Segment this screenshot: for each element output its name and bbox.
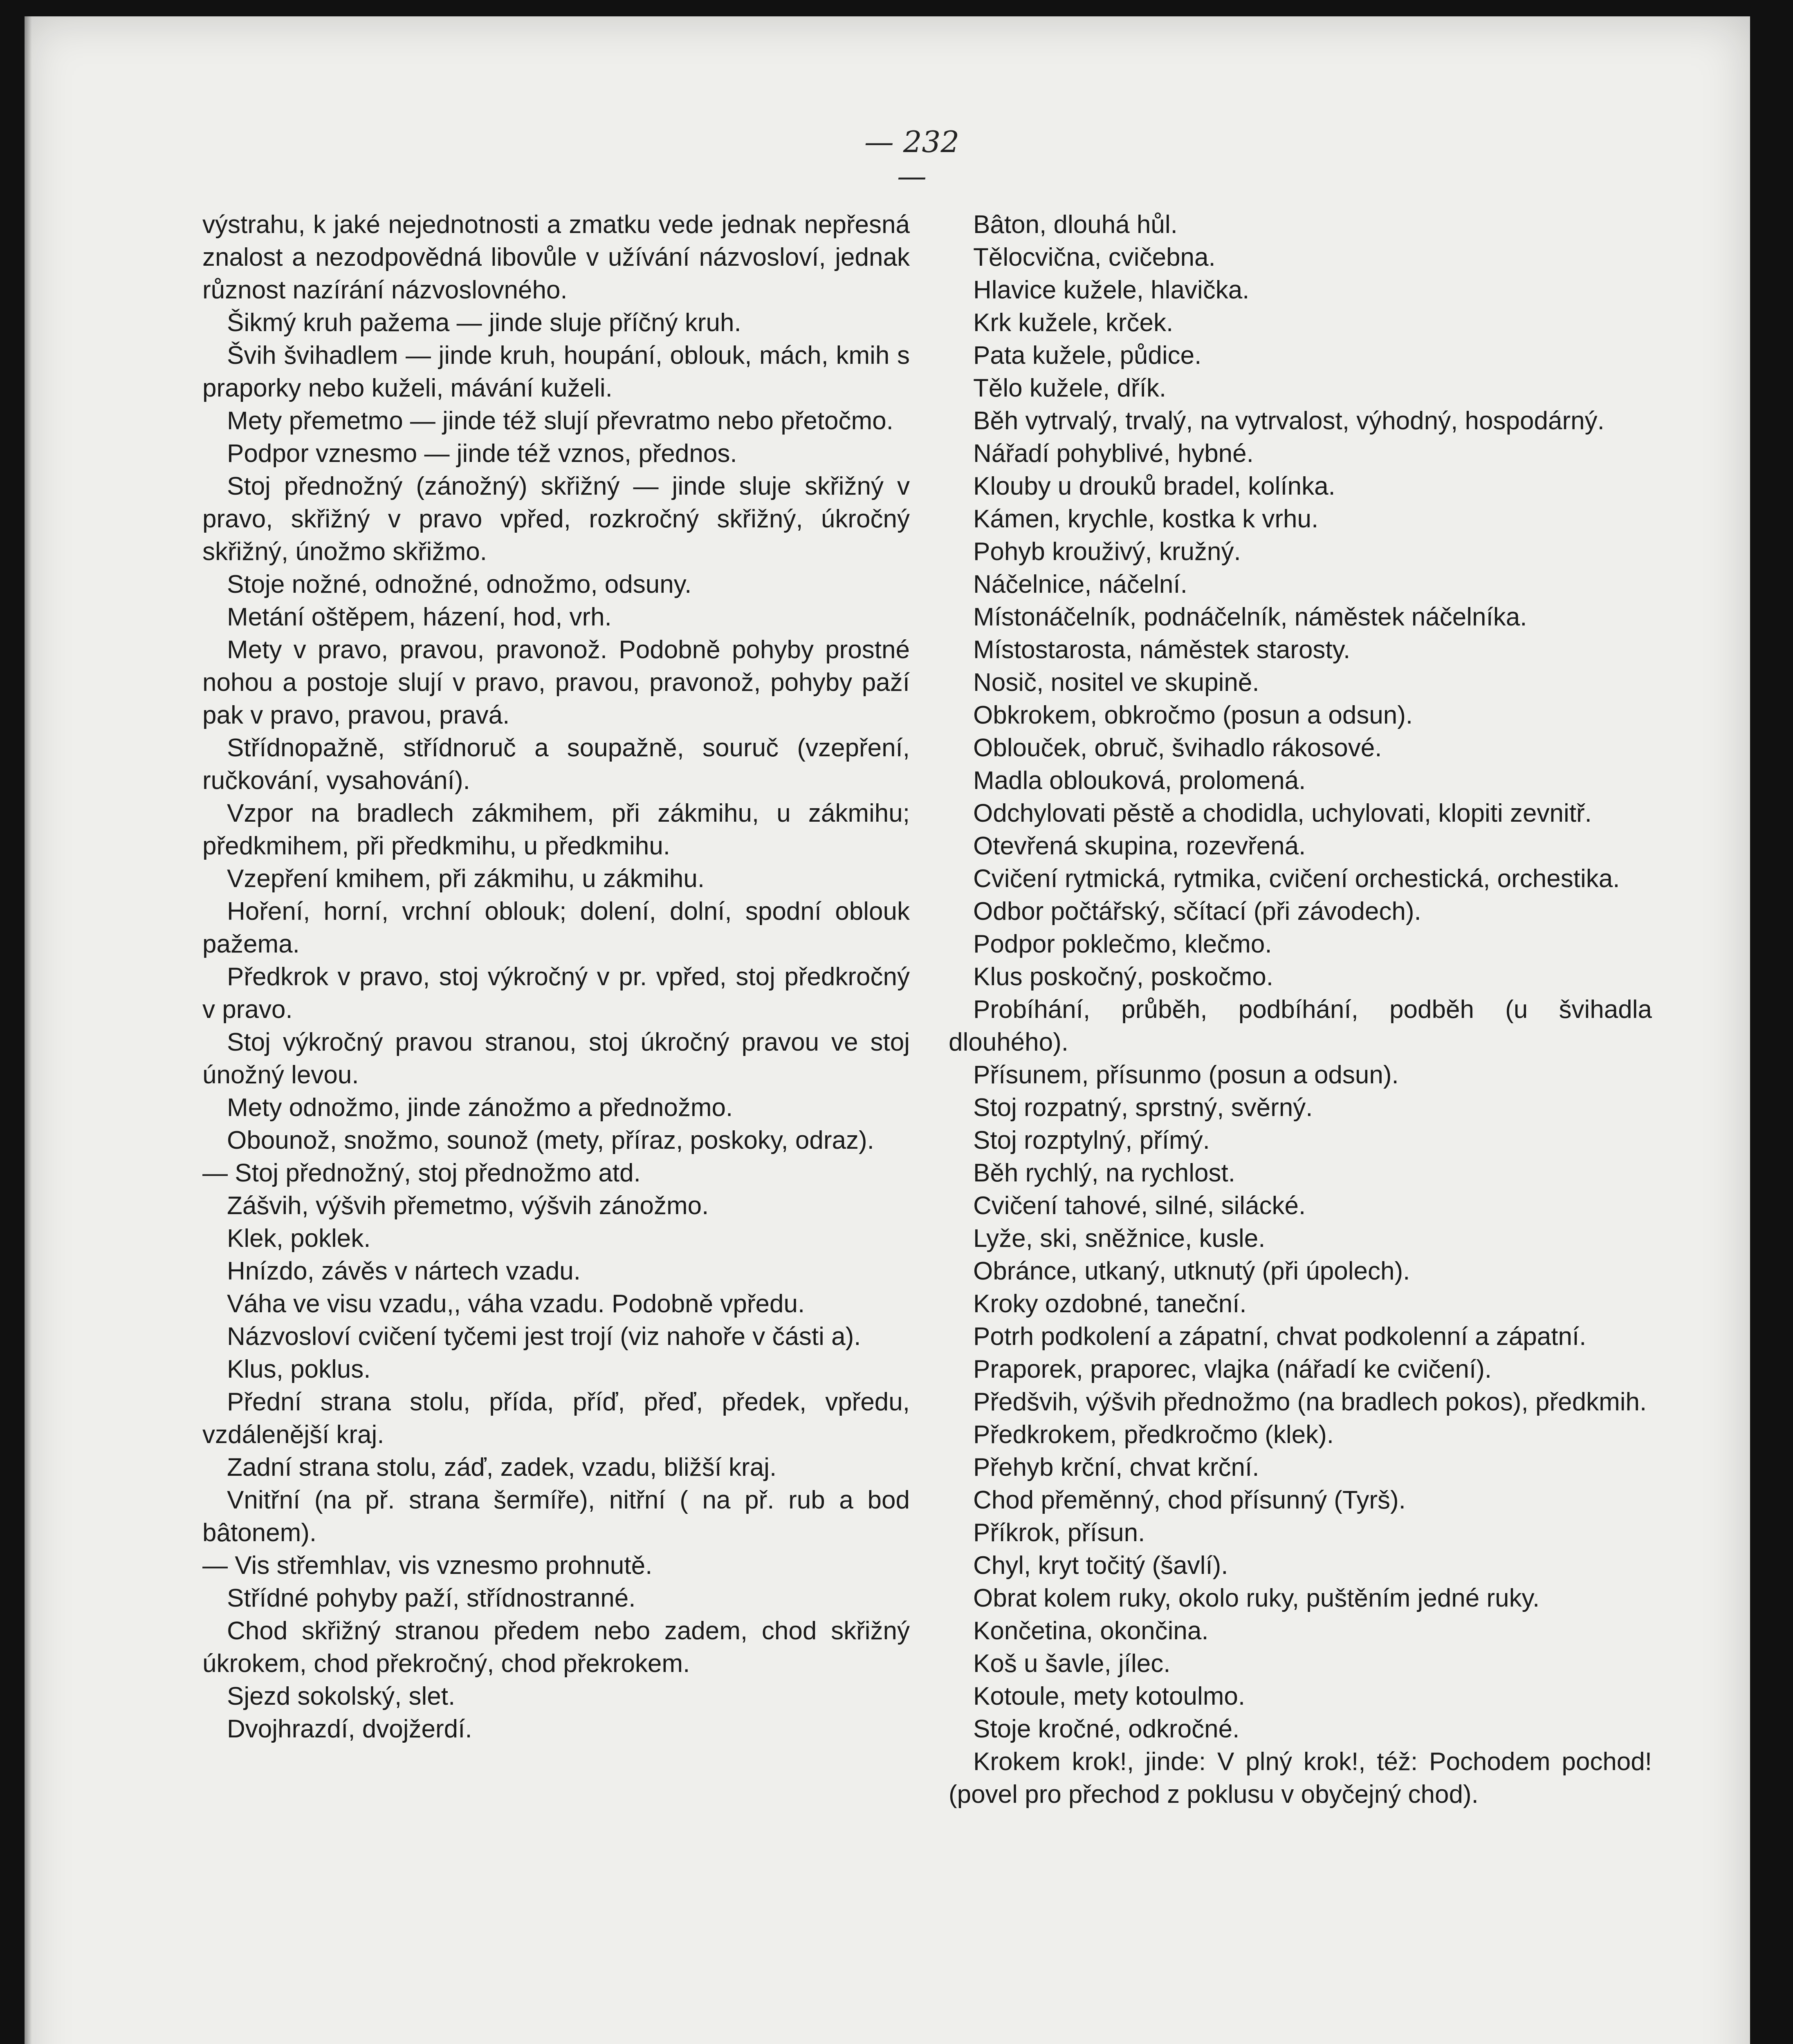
- entry: Přehyb krční, chvat krční.: [973, 1453, 1259, 1481]
- entry: Náčelnice, náčelní.: [973, 570, 1187, 598]
- entry: Odchylovati pěstě a chodidla, uchylovati, klopiti zevnitř.: [973, 799, 1592, 827]
- entry: Stoj přednožný (zánožný) skřižný — jinde sluje skřižný v pravo, skřižný v pravo vpřed, rozkročný skřižný, úkročný skřižný, únožmo skřižmo.: [202, 472, 910, 566]
- entry: Hoření, horní, vrchní oblouk; dolení, dolní, spodní oblouk pažema.: [202, 897, 910, 958]
- entry: — Vis střemhlav, vis vznesmo prohnutě.: [202, 1551, 653, 1580]
- entry: Šikmý kruh pažema — jinde sluje příčný kruh.: [227, 309, 741, 337]
- entry: Stoj výkročný pravou stranou, stoj úkročný pravou ve stoj únožný levou.: [202, 1028, 910, 1089]
- entry: Stoj rozpatný, sprstný, svěrný.: [973, 1094, 1313, 1122]
- entry: Sjezd sokolský, slet.: [227, 1682, 456, 1710]
- entry: Chod skřižný stranou předem nebo zadem, chod skřižný úkrokem, chod překročný, chod překrokem.: [202, 1617, 910, 1678]
- entry: Předšvih, výšvih přednožmo (na bradlech pokos), předkmih.: [973, 1388, 1647, 1416]
- entry: Obránce, utkaný, utknutý (při úpolech).: [973, 1257, 1410, 1285]
- right-column: [949, 208, 1652, 1811]
- entry: Kroky ozdobné, taneční.: [973, 1290, 1247, 1318]
- entry: Odbor počtářský, sčítací (při závodech).: [973, 897, 1421, 926]
- entry: Vzepření kmihem, při zákmihu, u zákmihu.: [227, 865, 705, 893]
- entry: Hnízdo, závěs v nártech vzadu.: [227, 1257, 581, 1285]
- entry: Přední strana stolu, přída, příď, přeď, předek, vpředu, vzdálenější kraj.: [202, 1388, 910, 1449]
- entry: Tělocvična, cvičebna.: [973, 243, 1216, 271]
- entry: Názvosloví cvičení tyčemi jest trojí (viz nahoře v části a).: [227, 1322, 861, 1351]
- entry: Nářadí pohyblivé, hybné.: [973, 439, 1254, 468]
- entry: Chod přeměnný, chod přísunný (Tyrš).: [973, 1486, 1406, 1514]
- entry: Běh rychlý, na rychlost.: [973, 1159, 1235, 1187]
- entry: Metání oštěpem, házení, hod, vrh.: [227, 603, 612, 631]
- entry: Mety přemetmo — jinde též slují převratmo nebo přetočmo.: [227, 407, 893, 435]
- entry: Klek, poklek.: [227, 1224, 371, 1253]
- entry: Zadní strana stolu, záď, zadek, vzadu, bližší kraj.: [227, 1453, 777, 1481]
- entry: Podpor vznesmo — jinde též vznos, přednos.: [227, 439, 737, 468]
- left-column: [202, 208, 910, 1746]
- entry: Chyl, kryt točitý (šavlí).: [973, 1551, 1228, 1580]
- entry: Obkrokem, obkročmo (posun a odsun).: [973, 701, 1413, 729]
- entry: Kámen, krychle, kostka k vrhu.: [973, 505, 1319, 533]
- entry: Otevřená skupina, rozevřená.: [973, 832, 1306, 860]
- entry: výstrahu, k jaké nejednotnosti a zmatku vede jednak nepřesná znalost a nezodpovědná libovůle v užívání názvosloví, jednak různost nazírání názvoslovného.: [202, 211, 910, 304]
- entry: Cvičení tahové, silné, silácké.: [973, 1192, 1306, 1220]
- entry: Příkrok, přísun.: [973, 1519, 1145, 1547]
- entry: Mety v pravo, pravou, pravonož. Podobně pohyby prostné nohou a postoje slují v pravo, pravou, pravonož, pohyby paží pak v pravo, pravou, pravá.: [202, 636, 910, 729]
- page-number: — 232 —: [864, 125, 960, 193]
- entry: — Stoj přednožný, stoj přednožmo atd.: [202, 1159, 641, 1187]
- entry: Pohyb krouživý, kružný.: [973, 538, 1241, 566]
- entry: Pata kužele, půdice.: [973, 341, 1202, 370]
- entry: Střídné pohyby paží, střídnostranné.: [227, 1584, 636, 1612]
- entry: Krokem krok!, jinde: V plný krok!, též: Pochodem pochod! (povel pro přechod z poklusu v obyčejný chod).: [949, 1748, 1652, 1809]
- entry: Krk kužele, krček.: [973, 309, 1174, 337]
- entry: Klus, poklus.: [227, 1355, 371, 1383]
- entry: Dvojhrazdí, dvojžerdí.: [227, 1715, 472, 1743]
- entry: Švih švihadlem — jinde kruh, houpání, oblouk, mách, kmih s praporky nebo kuželi, mávání kuželi.: [202, 341, 910, 402]
- entry: Madla oblouková, prolomená.: [973, 766, 1306, 795]
- entry: Zášvih, výšvih přemetmo, výšvih zánožmo.: [227, 1192, 709, 1220]
- entry: Klus poskočný, poskočmo.: [973, 963, 1274, 991]
- entry: Předkrokem, předkročmo (klek).: [973, 1421, 1334, 1449]
- entry: Probíhání, průběh, podbíhání, podběh (u švihadla dlouhého).: [949, 995, 1652, 1056]
- entry: Stoje kročné, odkročné.: [973, 1715, 1240, 1743]
- entry: Hlavice kužele, hlavička.: [973, 276, 1250, 304]
- entry: Stoje nožné, odnožné, odnožmo, odsuny.: [227, 570, 692, 598]
- entry: Obrat kolem ruky, okolo ruky, puštěním jedné ruky.: [973, 1584, 1540, 1612]
- entry: Místostarosta, náměstek starosty.: [973, 636, 1351, 664]
- entry: Mety odnožmo, jinde zánožmo a přednožmo.: [227, 1094, 733, 1122]
- entry: Lyže, ski, sněžnice, kusle.: [973, 1224, 1266, 1253]
- entry: Tělo kužele, dřík.: [973, 374, 1167, 402]
- entry: Místonáčelník, podnáčelník, náměstek náčelníka.: [973, 603, 1527, 631]
- entry: Kotoule, mety kotoulmo.: [973, 1682, 1245, 1710]
- entry: Vnitřní (na př. strana šermíře), nitřní ( na př. rub a bod bâtonem).: [202, 1486, 910, 1547]
- entry: Obounož, snožmo, sounož (mety, příraz, poskoky, odraz).: [227, 1126, 874, 1154]
- entry: Bâton, dlouhá hůl.: [973, 211, 1178, 239]
- entry: Vzpor na bradlech zákmihem, při zákmihu, u zákmihu; předkmihem, při předkmihu, u předkmihu.: [202, 799, 910, 860]
- entry: Běh vytrvalý, trvalý, na vytrvalost, výhodný, hospodárný.: [973, 407, 1604, 435]
- entry: Cvičení rytmická, rytmika, cvičení orchestická, orchestika.: [973, 865, 1620, 893]
- entry: Stoj rozptylný, přímý.: [973, 1126, 1210, 1154]
- entry: Praporek, praporec, vlajka (nářadí ke cvičení).: [973, 1355, 1492, 1383]
- entry: Nosič, nositel ve skupině.: [973, 668, 1259, 697]
- entry: Váha ve visu vzadu,, váha vzadu. Podobně vpředu.: [227, 1290, 805, 1318]
- entry: Podpor poklečmo, klečmo.: [973, 930, 1272, 958]
- entry: Potrh podkolení a zápatní, chvat podkolenní a zápatní.: [973, 1322, 1587, 1351]
- entry: Klouby u drouků bradel, kolínka.: [973, 472, 1335, 500]
- scan-shadow-left: [25, 16, 32, 2044]
- entry: Oblouček, obruč, švihadlo rákosové.: [973, 734, 1382, 762]
- entry: Končetina, okončina.: [973, 1617, 1209, 1645]
- entry: Přísunem, přísunmo (posun a odsun).: [973, 1061, 1399, 1089]
- entry: Předkrok v pravo, stoj výkročný v pr. vpřed, stoj předkročný v pravo.: [202, 963, 910, 1024]
- entry: Střídnopažně, střídnoruč a soupažně, souruč (vzepření, ručkování, vysahování).: [202, 734, 910, 795]
- entry: Koš u šavle, jílec.: [973, 1650, 1171, 1678]
